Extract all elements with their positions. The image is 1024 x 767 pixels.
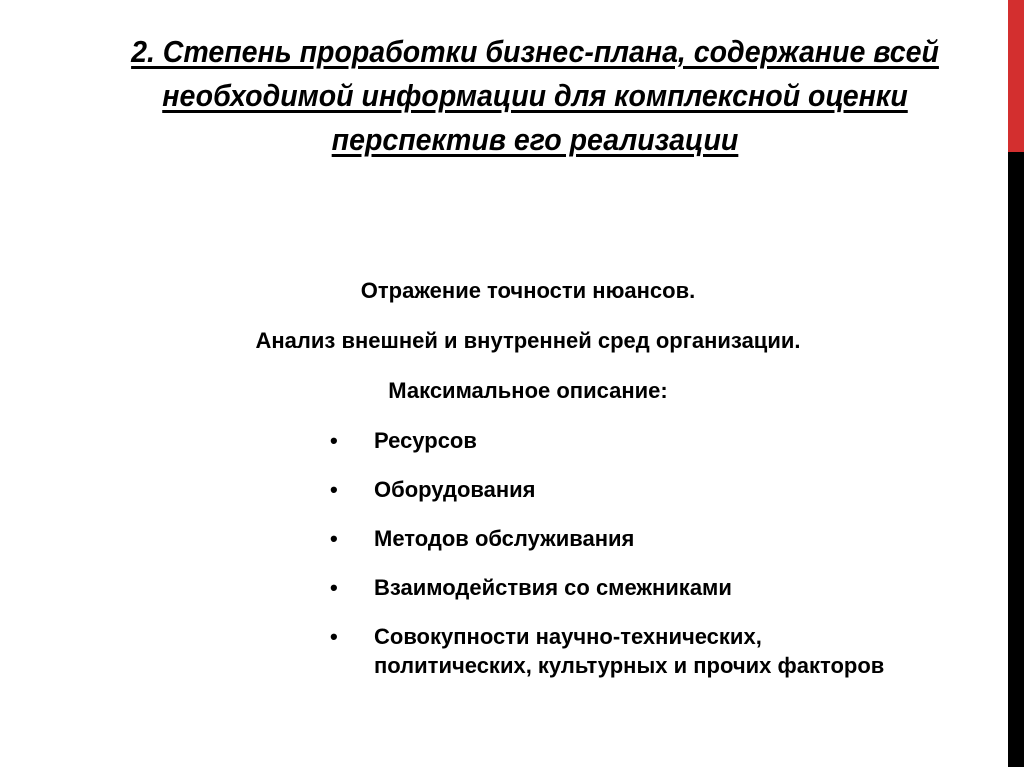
list-item-text: Взаимодействия со смежниками — [374, 575, 732, 600]
bullet-icon: • — [330, 526, 338, 551]
list-item-text: Оборудования — [374, 477, 536, 502]
slide-title: 2. Степень проработки бизнес-плана, содержание всей необходимой информации для комплексной оценки перспектив его реализации — [131, 34, 939, 157]
text-line-nuances: Отражение точности нюансов. — [360, 278, 696, 303]
bullet-icon: • — [330, 624, 338, 649]
edge-bar-black-segment — [1008, 152, 1024, 767]
bullet-icon: • — [330, 477, 338, 502]
bullet-icon: • — [330, 428, 338, 453]
bullet-list — [330, 426, 910, 700]
list-item-text: Совокупности научно-технических, политических, культурных и прочих факторов — [374, 624, 885, 678]
list-item-text: Методов обслуживания — [374, 526, 635, 551]
list-item — [330, 524, 910, 553]
list-item — [330, 426, 910, 455]
list-item — [330, 573, 910, 602]
text-line-description: Максимальное описание: — [388, 378, 668, 403]
list-item-text: Ресурсов — [374, 428, 477, 453]
edge-bar-red-segment — [1008, 0, 1024, 152]
list-item — [330, 475, 910, 504]
bullet-icon: • — [330, 575, 338, 600]
list-item — [330, 622, 910, 680]
text-line-analysis: Анализ внешней и внутренней сред организации. — [255, 328, 801, 353]
